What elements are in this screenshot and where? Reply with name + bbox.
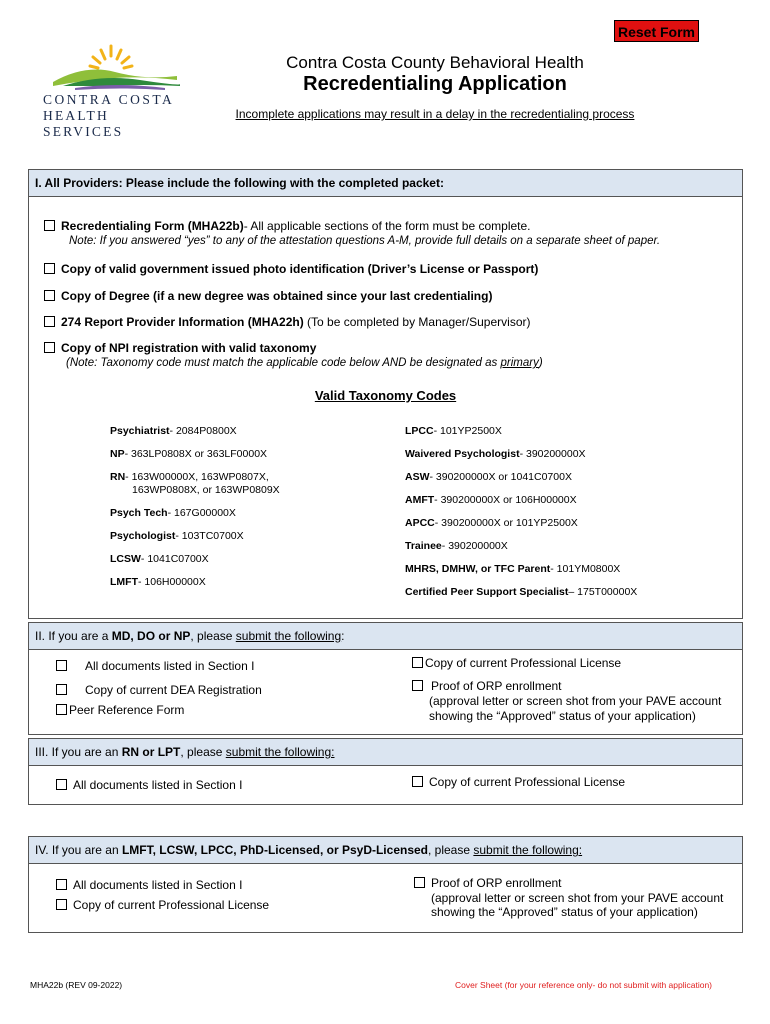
tax-rn: RN- 163W00000X, 163WP0807X, bbox=[110, 471, 269, 483]
checkbox[interactable] bbox=[44, 316, 55, 327]
item-degree[interactable]: Copy of Degree (if a new degree was obtained since your last credentialing) bbox=[44, 289, 492, 303]
tax-asw: ASW- 390200000X or 1041C0700X bbox=[405, 471, 572, 483]
s3-license[interactable]: Copy of current Professional License bbox=[412, 775, 625, 789]
section-3-header: III. If you are an RN or LPT, please submit the following: bbox=[28, 738, 743, 766]
checkbox[interactable] bbox=[56, 899, 67, 910]
tax-waivered-psychologist: Waivered Psychologist- 390200000X bbox=[405, 448, 586, 460]
tax-psychologist: Psychologist- 103TC0700X bbox=[110, 530, 244, 542]
s4-orp[interactable]: Proof of ORP enrollment bbox=[414, 876, 562, 890]
s2-all-docs[interactable]: All documents listed in Section I bbox=[56, 659, 254, 673]
s2-peer-reference[interactable]: Peer Reference Form bbox=[56, 703, 184, 717]
attestation-note: Note: If you answered “yes” to any of the attestation questions A-M, provide full details on a separate sheet of paper. bbox=[69, 235, 661, 247]
tax-psych-tech: Psych Tech- 167G00000X bbox=[110, 507, 236, 519]
s2-orp-sub2: showing the “Approved” status of your application) bbox=[429, 709, 696, 723]
section-2-header: II. If you are a MD, DO or NP, please submit the following: bbox=[28, 622, 743, 650]
item-recredentialing-form[interactable]: Recredentialing Form (MHA22b)- All applicable sections of the form must be complete. bbox=[44, 219, 531, 233]
s2-orp[interactable]: Proof of ORP enrollment bbox=[412, 679, 562, 693]
page-title: Recredentialing Application bbox=[303, 73, 567, 95]
cover-sheet-note: Cover Sheet (for your reference only- do not submit with application) bbox=[455, 980, 713, 990]
tax-rn-cont: 163WP0808X, or 163WP0809X bbox=[132, 484, 280, 496]
checkbox[interactable] bbox=[56, 684, 67, 695]
tax-mhrs: MHRS, DMHW, or TFC Parent- 101YM0800X bbox=[405, 563, 621, 575]
item-photo-id[interactable]: Copy of valid government issued photo identification (Driver’s License or Passport) bbox=[44, 262, 538, 276]
s4-all-docs[interactable]: All documents listed in Section I bbox=[56, 878, 242, 892]
tax-peer-support: Certified Peer Support Specialist– 175T00000X bbox=[405, 586, 638, 598]
checkbox[interactable] bbox=[414, 877, 425, 888]
taxonomy-title: Valid Taxonomy Codes bbox=[314, 388, 457, 403]
checkbox[interactable] bbox=[412, 680, 423, 691]
reset-form-button[interactable]: Reset Form bbox=[614, 20, 699, 42]
s4-orp-sub2: showing the “Approved” status of your application) bbox=[431, 905, 698, 919]
section-4-header: IV. If you are an LMFT, LCSW, LPCC, PhD-Licensed, or PsyD-Licensed, please submit the following: bbox=[28, 836, 743, 864]
tax-psychiatrist: Psychiatrist- 2084P0800X bbox=[110, 425, 237, 437]
checkbox[interactable] bbox=[56, 704, 67, 715]
logo-line1: CONTRA COSTA bbox=[43, 92, 175, 107]
item-npi[interactable]: Copy of NPI registration with valid taxonomy bbox=[44, 341, 316, 355]
form-code: MHA22b (REV 09-2022) bbox=[30, 980, 123, 990]
checkbox[interactable] bbox=[56, 779, 67, 790]
s3-all-docs[interactable]: All documents listed in Section I bbox=[56, 778, 242, 792]
section-1-header bbox=[28, 169, 743, 197]
logo-line2: HEALTH SERVICES bbox=[43, 108, 124, 139]
s2-orp-sub1: (approval letter or screen shot from your PAVE account bbox=[429, 694, 722, 708]
s2-license[interactable]: Copy of current Professional License bbox=[412, 656, 621, 670]
org-name: Contra Costa County Behavioral Health bbox=[286, 53, 584, 72]
s2-dea[interactable]: Copy of current DEA Registration bbox=[56, 683, 262, 697]
tax-apcc: APCC- 390200000X or 101YP2500X bbox=[405, 517, 578, 529]
checkbox[interactable] bbox=[412, 657, 423, 668]
checkbox[interactable] bbox=[412, 776, 423, 787]
tax-lmft: LMFT- 106H00000X bbox=[110, 576, 206, 588]
tax-amft: AMFT- 390200000X or 106H00000X bbox=[405, 494, 577, 506]
tax-np: NP- 363LP0808X or 363LF0000X bbox=[110, 448, 268, 460]
checkbox[interactable] bbox=[44, 290, 55, 301]
checkbox[interactable] bbox=[56, 879, 67, 890]
checkbox[interactable] bbox=[56, 660, 67, 671]
s4-license[interactable]: Copy of current Professional License bbox=[56, 898, 269, 912]
logo bbox=[40, 42, 190, 139]
logo-graphic bbox=[45, 42, 185, 92]
s4-orp-sub1: (approval letter or screen shot from your PAVE account bbox=[431, 891, 724, 905]
checkbox[interactable] bbox=[44, 342, 55, 353]
checkbox[interactable] bbox=[44, 220, 55, 231]
checkbox[interactable] bbox=[44, 263, 55, 274]
tax-trainee: Trainee- 390200000X bbox=[405, 540, 508, 552]
tax-lcsw: LCSW- 1041C0700X bbox=[110, 553, 209, 565]
page-subtitle: Incomplete applications may result in a delay in the recredentialing process bbox=[235, 107, 635, 121]
tax-lpcc: LPCC- 101YP2500X bbox=[405, 425, 502, 437]
section-1-title: I. All Providers: Please include the following with the completed packet: bbox=[35, 176, 444, 190]
item-274-report[interactable]: 274 Report Provider Information (MHA22h) (To be completed by Manager/Supervisor) bbox=[44, 315, 530, 329]
taxonomy-note: (Note: Taxonomy code must match the applicable code below AND be designated as primary) bbox=[66, 357, 543, 369]
